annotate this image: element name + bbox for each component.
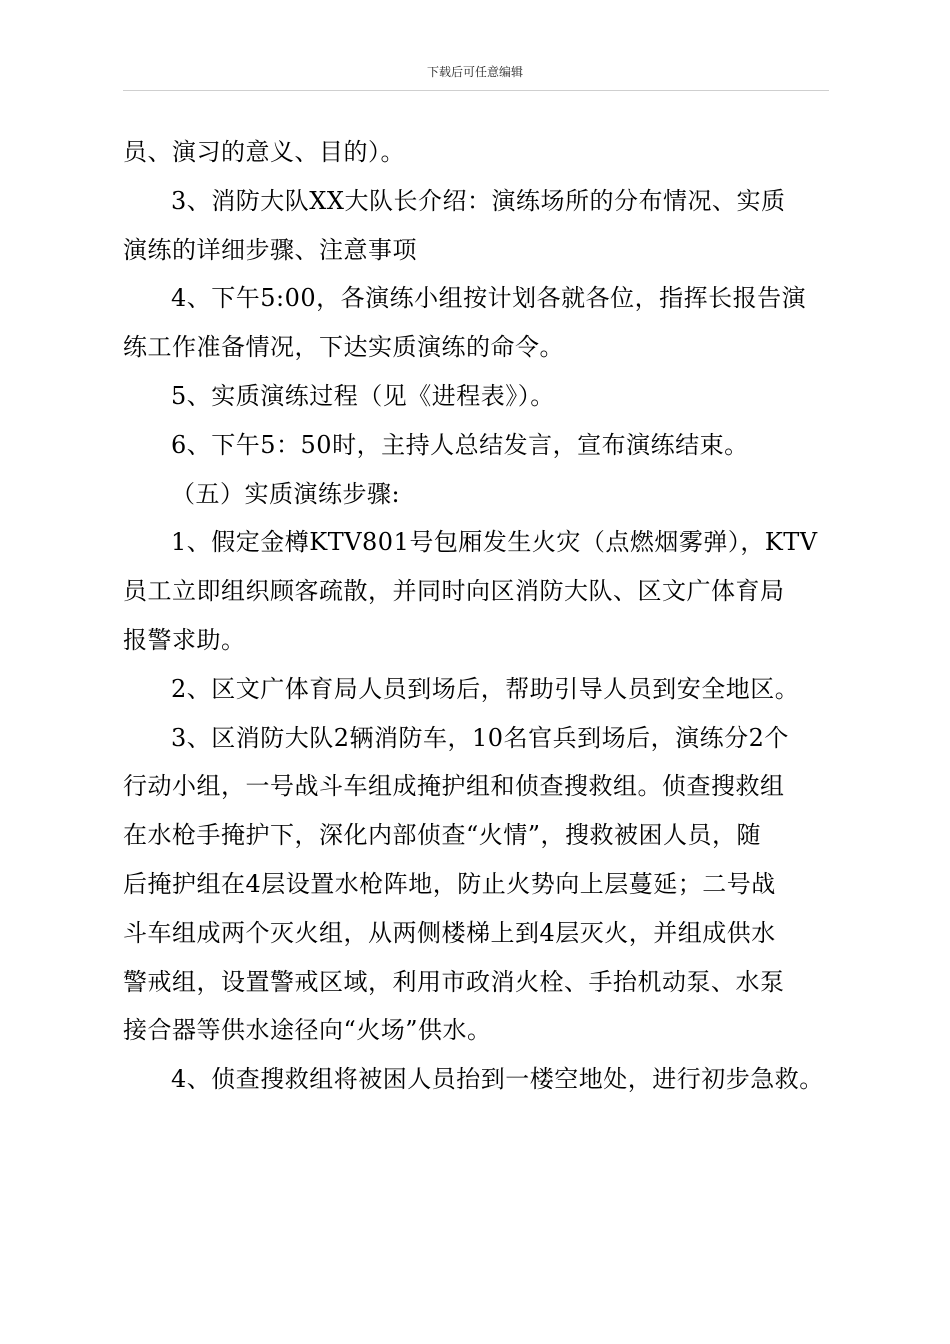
header-divider bbox=[123, 90, 829, 91]
body-line: 在水枪手掩护下，深化内部侦查“火情”，搜救被困人员，随 bbox=[123, 821, 762, 850]
body-line: 4、侦查搜救组将被困人员抬到一楼空地处，进行初步急救。 bbox=[171, 1065, 824, 1094]
body-line: 行动小组，一号战斗车组成掩护组和侦查搜救组。侦查搜救组 bbox=[123, 772, 785, 801]
body-line: 4、下午5:00，各演练小组按计划各就各位，指挥长报告演 bbox=[171, 284, 807, 313]
body-line: 报警求助。 bbox=[123, 625, 246, 654]
body-line: 1、假定金樽KTV801号包厢发生火灾（点燃烟雾弹），KTV bbox=[171, 528, 818, 557]
page-header: 下载后可任意编辑 bbox=[426, 65, 523, 79]
section-heading: （五）实质演练步骤: bbox=[171, 479, 401, 508]
body-line: 员、演习的意义、目的）。 bbox=[123, 138, 405, 166]
body-line: 6、下午5：50时，主持人总结发言，宣布演练结束。 bbox=[171, 430, 749, 459]
body-line: 3、区消防大队2辆消防车，10名官兵到场后，演练分2个 bbox=[171, 723, 789, 752]
body-line: 3、消防大队XX大队长介绍：演练场所的分布情况、实质 bbox=[171, 186, 786, 215]
body-line: 演练的详细步骤、注意事项 bbox=[123, 235, 417, 264]
body-line: 斗车组成两个灭火组，从两侧楼梯上到4层灭火，并组成供水 bbox=[123, 918, 776, 947]
body-line: 5、实质演练过程（见《进程表》）。 bbox=[171, 381, 555, 410]
document-body bbox=[123, 128, 835, 1104]
body-line: 接合器等供水途径向“火场”供水。 bbox=[123, 1016, 492, 1045]
body-line: 练工作准备情况，下达实质演练的命令。 bbox=[123, 333, 564, 362]
body-line: 2、区文广体育局人员到场后，帮助引导人员到安全地区。 bbox=[171, 674, 800, 703]
body-line: 员工立即组织顾客疏散，并同时向区消防大队、区文广体育局 bbox=[123, 577, 785, 606]
body-line: 后掩护组在4层设置水枪阵地，防止火势向上层蔓延；二号战 bbox=[123, 869, 776, 898]
body-line: 警戒组，设置警戒区域，利用市政消火栓、手抬机动泵、水泵 bbox=[123, 967, 785, 996]
